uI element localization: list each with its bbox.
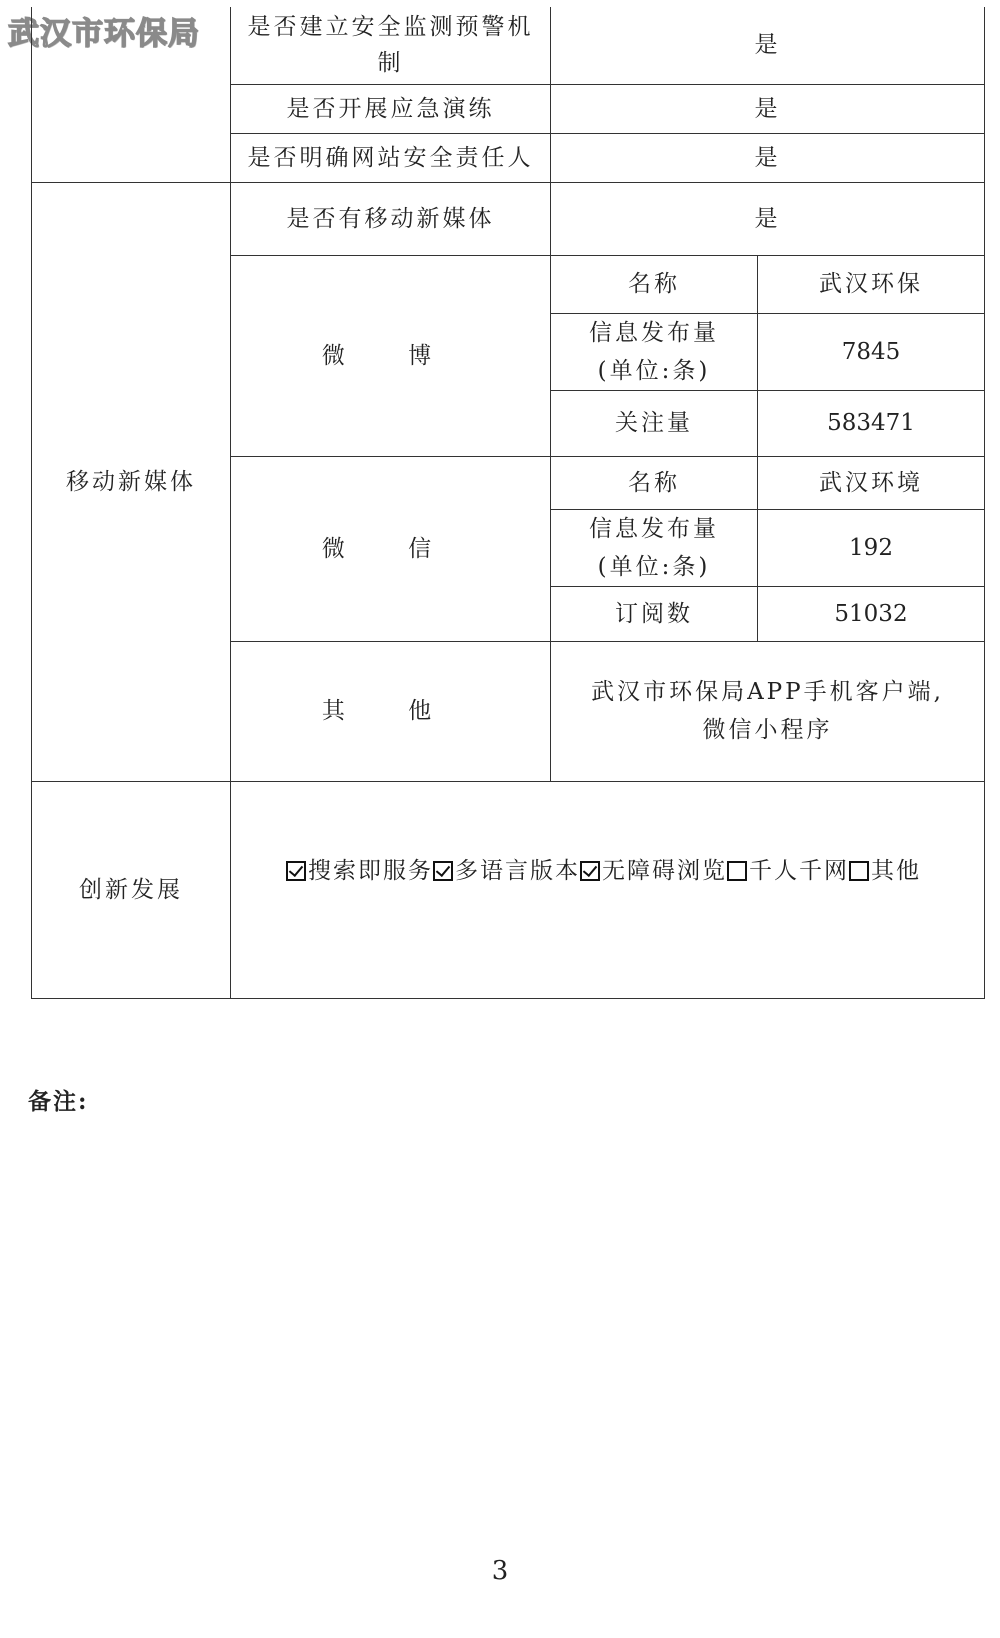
- other-label: 其 他: [231, 641, 551, 781]
- checkbox-icon: [727, 861, 747, 881]
- note-label: 备注:: [28, 1088, 89, 1115]
- weibo-posts-label: [551, 313, 758, 390]
- option-multilingual: 多语言版本: [433, 858, 580, 884]
- wechat-posts-label-line1: 信息发布量: [589, 515, 719, 542]
- other-value: [551, 641, 985, 781]
- wechat-name-label: 名称: [551, 456, 758, 509]
- wechat-subscribers-label: 订阅数: [551, 586, 758, 641]
- watermark: 武汉市环保局: [8, 16, 200, 52]
- wechat-name-value: 武汉环境: [758, 456, 985, 509]
- wechat-posts-label: [551, 509, 758, 586]
- innovation-label: 创新发展: [32, 781, 231, 998]
- wechat-posts-label-line2: (单位:条): [597, 553, 711, 580]
- security-officer-label: 是否明确网站安全责任人: [231, 133, 551, 182]
- weibo-label: 微 博: [231, 255, 551, 456]
- security-monitoring-label: 是否建立安全监测预警机制: [231, 7, 551, 84]
- weibo-name-value: 武汉环保: [758, 255, 985, 313]
- emergency-drill-label: 是否开展应急演练: [231, 84, 551, 133]
- checkbox-icon: [849, 861, 869, 881]
- checkbox-icon: [286, 861, 306, 881]
- weibo-followers-label: 关注量: [551, 390, 758, 456]
- checkbox-icon: [433, 861, 453, 881]
- other-value-line2: 微信小程序: [702, 717, 833, 743]
- weibo-followers-value: 583471: [758, 390, 985, 456]
- option-other: 其他: [849, 858, 921, 884]
- weibo-posts-value: 7845: [758, 313, 985, 390]
- wechat-label: 微 信: [231, 456, 551, 641]
- checkbox-icon: [580, 861, 600, 881]
- mobile-section-label: 移动新媒体: [32, 182, 231, 781]
- security-officer-value: 是: [551, 133, 985, 182]
- page-number: 3: [491, 1556, 509, 1586]
- security-monitoring-value: 是: [551, 7, 985, 84]
- option-personalized: 千人千网: [727, 858, 849, 884]
- option-search-service: 搜索即服务: [286, 858, 433, 884]
- has-new-media-label: 是否有移动新媒体: [231, 182, 551, 255]
- wechat-posts-value: 192: [758, 509, 985, 586]
- weibo-posts-label-line1: 信息发布量: [589, 319, 719, 346]
- innovation-options: [231, 781, 985, 998]
- emergency-drill-value: 是: [551, 84, 985, 133]
- option-accessibility: 无障碍浏览: [580, 858, 727, 884]
- weibo-posts-label-line2: (单位:条): [597, 357, 711, 384]
- other-value-line1: 武汉市环保局APP手机客户端,: [591, 679, 944, 705]
- has-new-media-value: 是: [551, 182, 985, 255]
- weibo-name-label: 名称: [551, 255, 758, 313]
- report-table: [31, 7, 985, 999]
- blank-section-cell: [32, 7, 231, 182]
- wechat-subscribers-value: 51032: [758, 586, 985, 641]
